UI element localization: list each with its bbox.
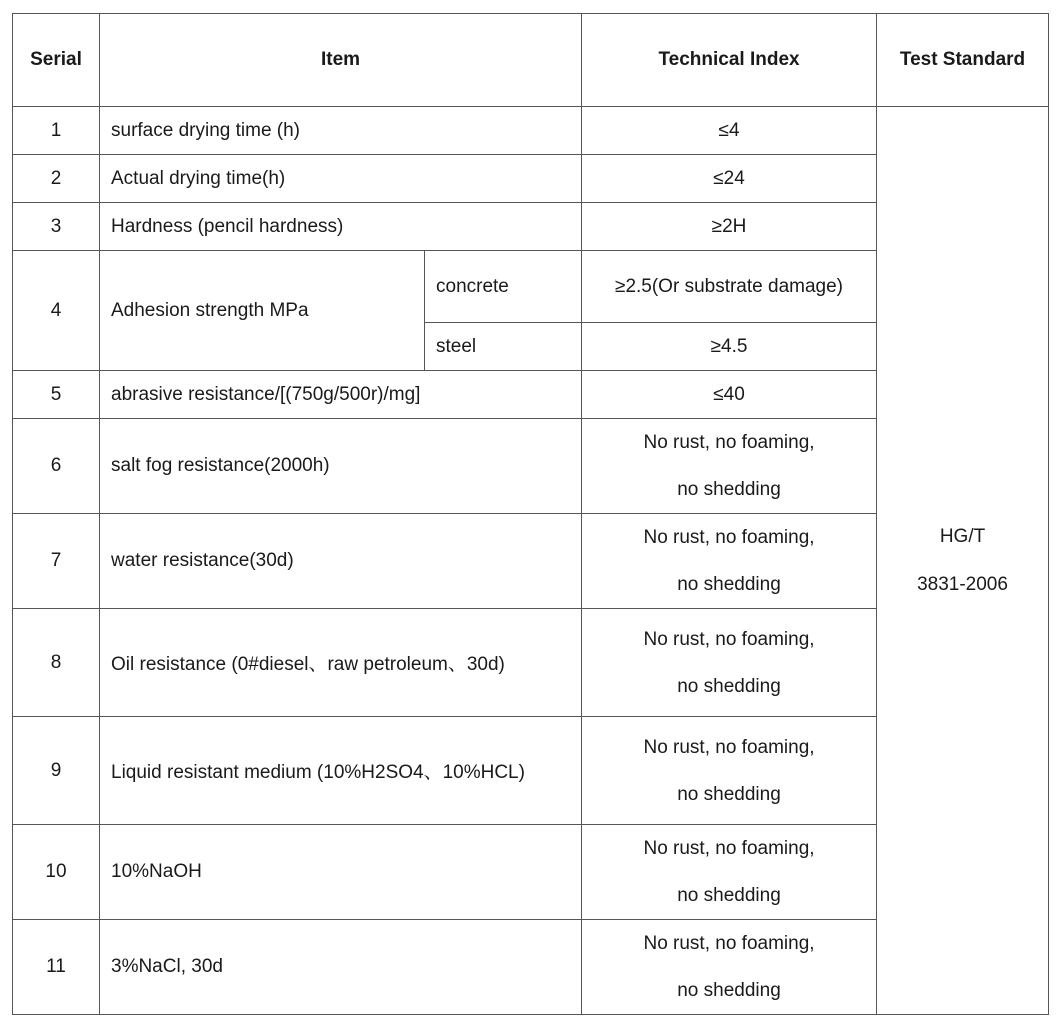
header-item: Item (100, 14, 582, 107)
item-cell: 10%NaOH (100, 825, 582, 920)
table-row (13, 107, 1049, 155)
item-cell: abrasive resistance/[(750g/500r)/mg] (100, 371, 582, 419)
index-line2: no shedding (677, 783, 781, 805)
serial-cell: 1 (13, 107, 100, 155)
index-cell (582, 609, 877, 717)
header-test-standard: Test Standard (877, 14, 1049, 107)
test-standard-line1: HG/T (939, 525, 986, 547)
serial-cell: 4 (13, 251, 100, 371)
serial-cell: 9 (13, 717, 100, 825)
serial-cell: 10 (13, 825, 100, 920)
index-cell: ≤4 (582, 107, 877, 155)
substrate-cell: concrete (425, 251, 582, 323)
test-standard-line2: 3831-2006 (917, 573, 1008, 595)
item-cell: Oil resistance (0#diesel、raw petroleum、30d) (100, 609, 582, 717)
index-line1: No rust, no foaming, (643, 432, 815, 453)
index-line2: no shedding (677, 574, 781, 595)
serial-cell: 11 (13, 920, 100, 1015)
item-cell: Hardness (pencil hardness) (100, 203, 582, 251)
serial-cell: 3 (13, 203, 100, 251)
index-line2: no shedding (677, 675, 781, 697)
index-line1: No rust, no foaming, (643, 628, 815, 650)
index-cell: ≥2H (582, 203, 877, 251)
header-row (13, 14, 1049, 107)
index-cell (582, 514, 877, 609)
item-cell: water resistance(30d) (100, 514, 582, 609)
serial-cell: 7 (13, 514, 100, 609)
serial-cell: 8 (13, 609, 100, 717)
serial-cell: 6 (13, 419, 100, 514)
index-line1: No rust, no foaming, (643, 838, 815, 859)
index-line1: No rust, no foaming, (643, 736, 815, 758)
index-cell (582, 717, 877, 825)
test-standard-cell (877, 107, 1049, 1015)
index-cell (582, 419, 877, 514)
item-cell: salt fog resistance(2000h) (100, 419, 582, 514)
technical-spec-table (12, 13, 1049, 1015)
index-cell (582, 920, 877, 1015)
index-line2: no shedding (677, 885, 781, 906)
serial-cell: 2 (13, 155, 100, 203)
index-cell: ≤40 (582, 371, 877, 419)
index-line1: No rust, no foaming, (643, 933, 815, 954)
index-cell: ≤24 (582, 155, 877, 203)
item-cell: 3%NaCl, 30d (100, 920, 582, 1015)
header-serial: Serial (13, 14, 100, 107)
index-line2: no shedding (677, 479, 781, 500)
index-line1: No rust, no foaming, (643, 527, 815, 548)
header-technical-index: Technical Index (582, 14, 877, 107)
item-cell: Adhesion strength MPa (100, 251, 425, 371)
index-cell: ≥4.5 (582, 323, 877, 371)
item-cell: Actual drying time(h) (100, 155, 582, 203)
serial-cell: 5 (13, 371, 100, 419)
substrate-cell: steel (425, 323, 582, 371)
item-cell: surface drying time (h) (100, 107, 582, 155)
item-cell: Liquid resistant medium (10%H2SO4、10%HCL) (100, 717, 582, 825)
index-cell: ≥2.5(Or substrate damage) (582, 251, 877, 323)
index-cell (582, 825, 877, 920)
index-line2: no shedding (677, 980, 781, 1001)
